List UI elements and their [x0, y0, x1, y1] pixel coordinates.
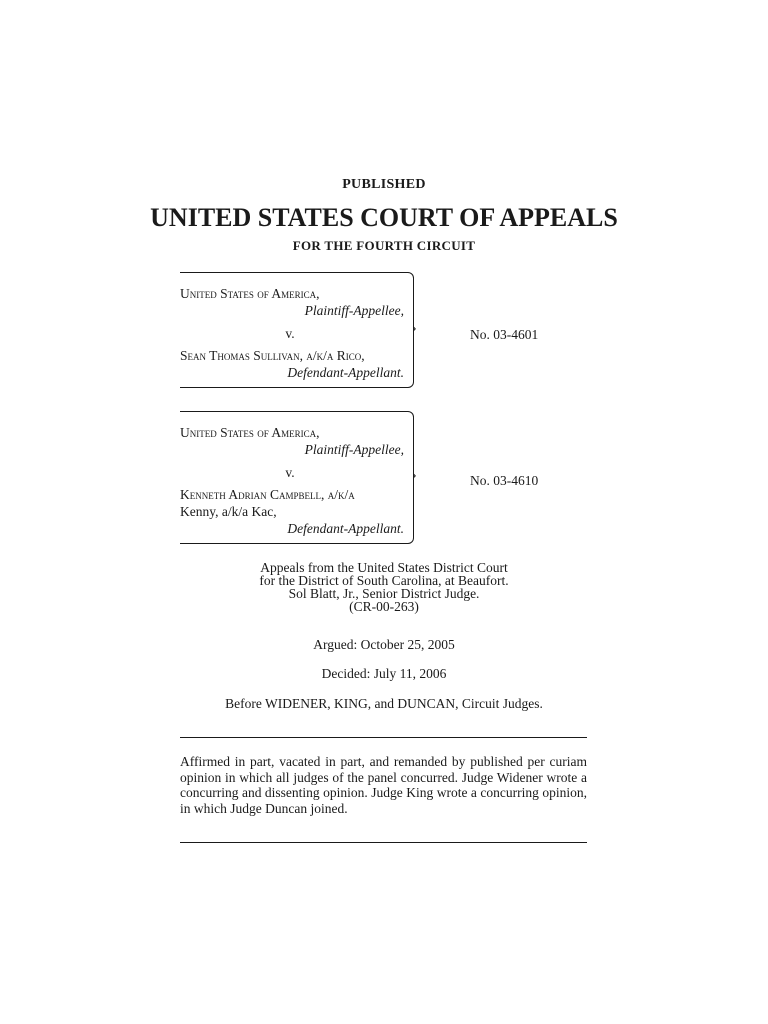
argued-date: Argued: October 25, 2005	[313, 637, 455, 652]
appeal-line: Appeals from the United States District Court	[260, 560, 508, 575]
caption-brace-icon: ›	[412, 321, 417, 336]
case-caption-1	[180, 272, 420, 388]
appeal-line: Sol Blatt, Jr., Senior District Judge.	[288, 586, 480, 601]
defendant-name: Kenneth Adrian Campbell, a/k/a	[180, 487, 355, 502]
plaintiff-role: Plaintiff-Appellee,	[304, 442, 404, 457]
appeal-line: for the District of South Carolina, at Beaufort.	[259, 573, 509, 588]
case-caption-2	[180, 411, 420, 544]
docket-number-2: No. 03-4610	[470, 473, 539, 488]
circuit-subtitle: FOR THE FOURTH CIRCUIT	[292, 238, 476, 253]
plaintiff-role: Plaintiff-Appellee,	[304, 303, 404, 318]
defendant-name: Sean Thomas Sullivan, a/k/a Rico,	[180, 348, 365, 363]
court-title: UNITED STATES COURT OF APPEALS	[150, 203, 618, 232]
versus-label: v.	[285, 465, 295, 480]
disposition-summary: Affirmed in part, vacated in part, and remanded by published per curiam opinion in which all judges of the panel concurred. Judge Widener wrote a concurring and dissenting opinion. Judge King wrote a concurring opinion, in which Judge Duncan joined.	[180, 754, 587, 816]
defendant-role: Defendant-Appellant.	[287, 521, 404, 536]
defendant-role: Defendant-Appellant.	[287, 365, 404, 380]
published-label: PUBLISHED	[342, 177, 426, 192]
caption-brace-icon: ›	[412, 468, 417, 483]
case-number: (CR-00-263)	[349, 599, 419, 614]
versus-label: v.	[285, 326, 295, 341]
plaintiff-name: United States of America,	[180, 425, 320, 440]
docket-number-1: No. 03-4601	[470, 327, 539, 342]
divider-top	[180, 737, 587, 738]
plaintiff-name: United States of America,	[180, 286, 320, 301]
appeal-origin	[0, 561, 768, 613]
decided-date: Decided: July 11, 2006	[321, 666, 447, 681]
defendant-alias: Kenny, a/k/a Kac,	[180, 504, 277, 519]
divider-bottom	[180, 842, 587, 843]
panel-judges: Before WIDENER, KING, and DUNCAN, Circuit Judges.	[225, 696, 543, 711]
